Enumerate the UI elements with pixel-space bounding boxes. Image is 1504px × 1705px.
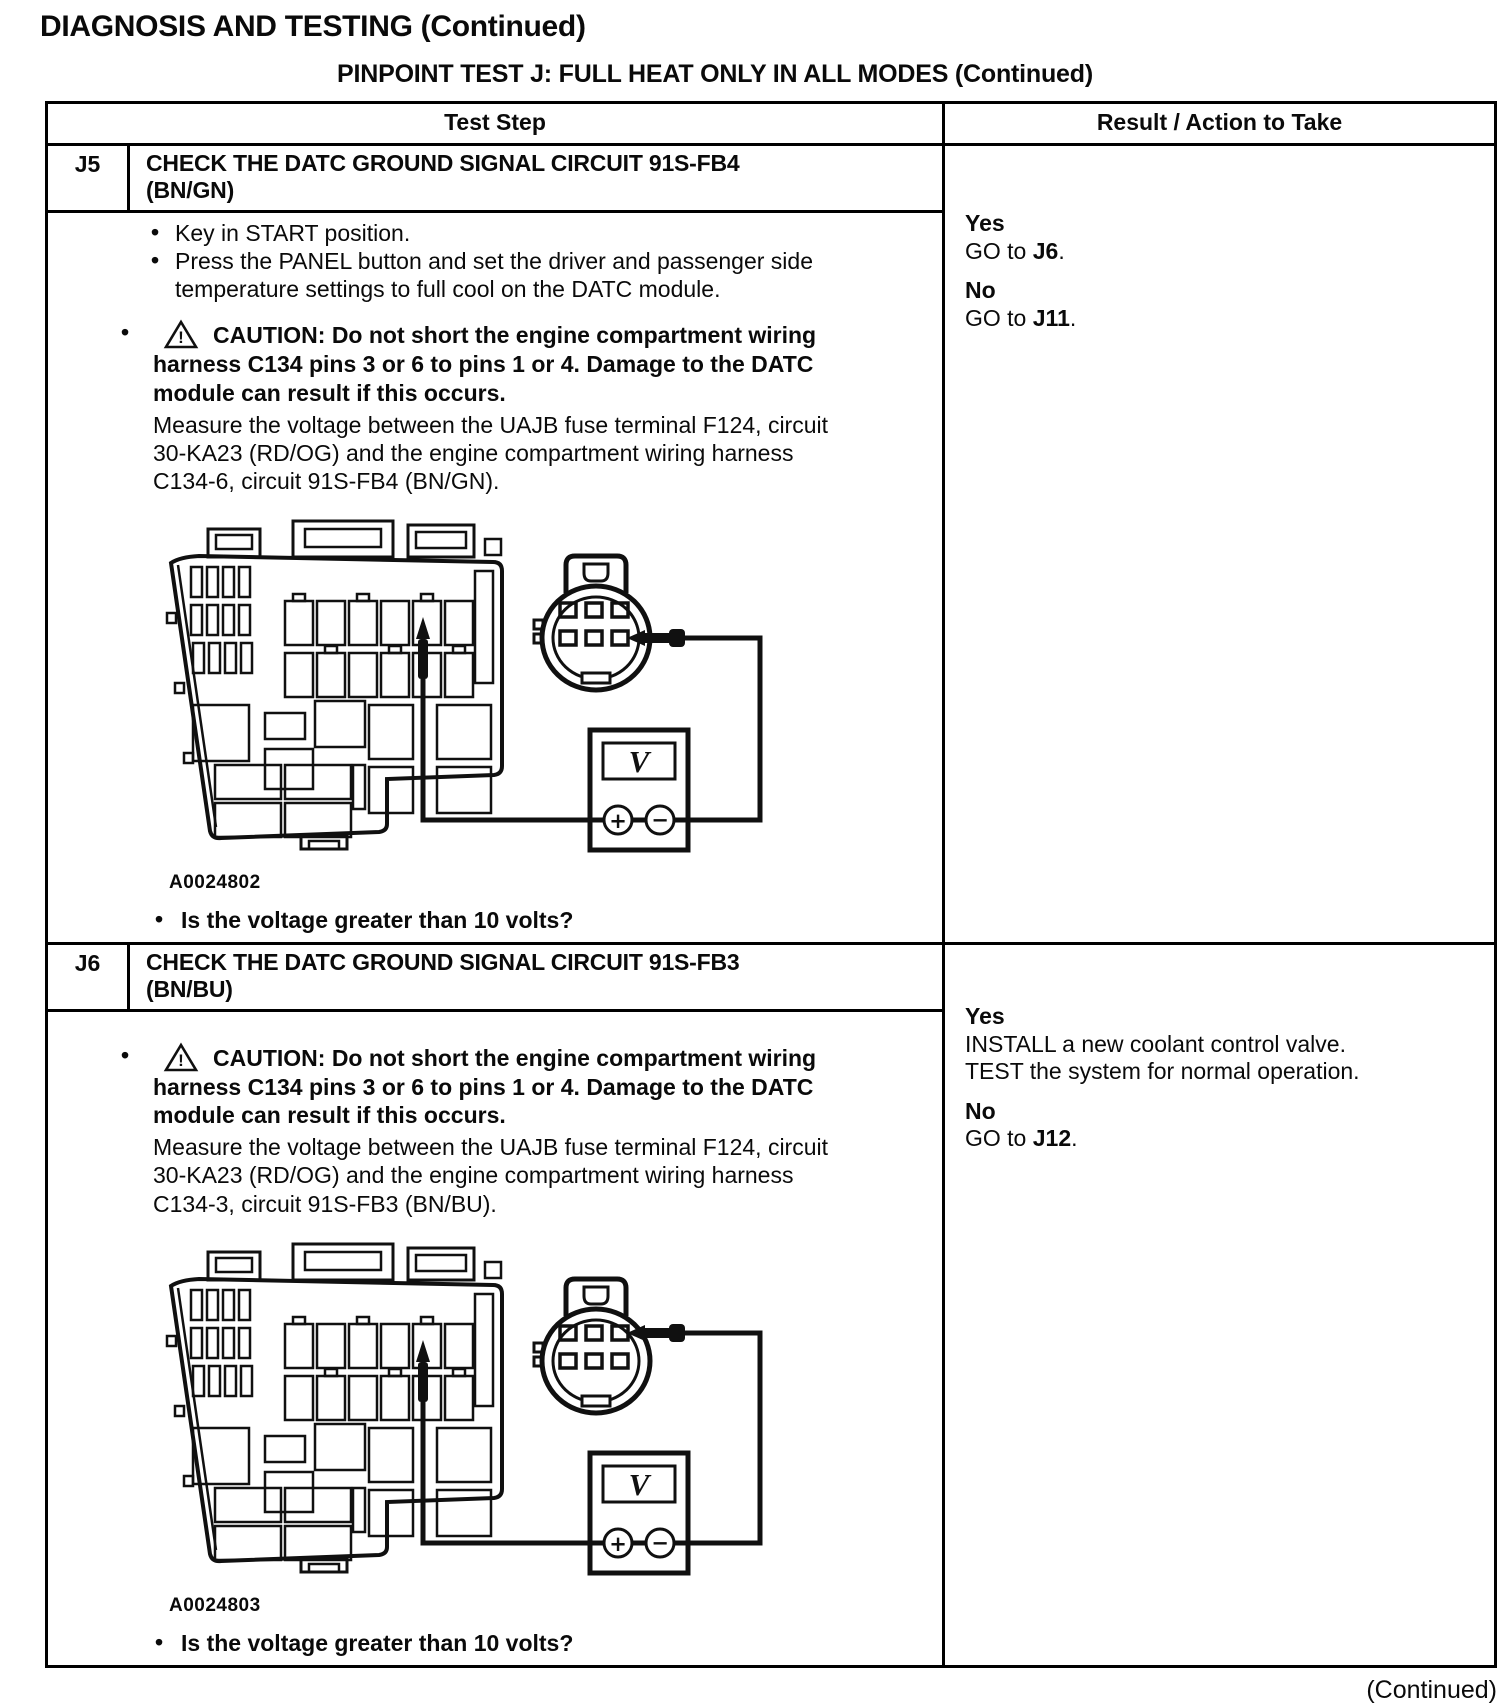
caution-text: CAUTION: Do not short the engine compartment wiring harness C134 pins 3 or 6 to pins 1 or 4. Damage to the DATC module can result if this occurs.: [153, 322, 817, 406]
connector-c134: [534, 1279, 650, 1413]
figure-id-label: A0024803: [169, 1594, 261, 1616]
footer-continued: (Continued): [1366, 1675, 1497, 1704]
voltmeter: [590, 1453, 688, 1573]
result-no-block: [965, 1098, 1476, 1153]
result-yes-line: INSTALL a new coolant control valve.: [965, 1030, 1346, 1057]
step-id-j5: J5: [48, 146, 130, 210]
test-step-cell-j6: [48, 942, 945, 1665]
step-body-j5: [48, 213, 942, 942]
measure-instruction-j6: Measure the voltage between the UAJB fuse terminal F124, circuit 30-KA23 (RD/OG) and the engine compartment wiring harness C134-3, circuit 91S-FB3 (BN/BU).: [153, 1134, 829, 1217]
result-no-line: GO to J11.: [965, 304, 1077, 331]
step-title-line1: CHECK THE DATC GROUND SIGNAL CIRCUIT 91S-FB4: [146, 150, 740, 176]
step-body-j6: [48, 1012, 942, 1665]
voltmeter: [590, 730, 688, 850]
result-yes-block: [965, 210, 1476, 265]
svg-text:!: • !: [178, 1051, 184, 1071]
step-title-line2: (BN/GN): [146, 176, 235, 203]
step-title-line2: (BN/BU): [146, 975, 233, 1002]
column-header-result: Result / Action to Take: [945, 104, 1494, 146]
caution-text: CAUTION: Do not short the engine compartment wiring harness C134 pins 3 or 6 to pins 1 or 4. Damage to the DATC module can result if this occurs.: [153, 1045, 817, 1129]
result-cell-j5: [945, 146, 1494, 942]
figure-j6: [153, 1236, 942, 1617]
step-title-j5: [130, 146, 942, 210]
step-header-j5: [48, 146, 942, 213]
probe-arrow-fusebox: [416, 617, 430, 679]
column-header-test-step: Test Step: [48, 104, 945, 146]
bullet-list-j5: [151, 219, 871, 303]
figure-j5: [153, 513, 942, 894]
question-j6: • Is the voltage greater than 10 volts?: [155, 1629, 942, 1657]
bullet-item: • Key in START position.: [151, 219, 871, 247]
result-no-line: GO to J12.: [965, 1125, 1078, 1152]
result-no-label: No: [965, 1097, 996, 1124]
fuse-box-test-diagram: [153, 1236, 913, 1586]
figure-id-label: A0024802: [169, 871, 261, 893]
pinpoint-test-table: [45, 101, 1497, 1668]
connector-c134: [534, 556, 650, 690]
voltmeter-display-label: V: [628, 1466, 650, 1502]
plus-terminal-label: +: [609, 1531, 627, 1556]
probe-arrow-fusebox: [416, 1340, 430, 1402]
caution-triangle-icon: [163, 319, 199, 350]
step-title-j6: [130, 945, 942, 1009]
result-yes-line: GO to J6.: [965, 237, 1065, 264]
caution-triangle-icon: [163, 1042, 199, 1073]
result-yes-label: Yes: [965, 210, 1005, 236]
caution-note-j6: [121, 1042, 858, 1129]
minus-terminal-label: −: [651, 807, 669, 832]
fuse-box: [167, 521, 502, 849]
measure-instruction-j5: Measure the voltage between the UAJB fuse terminal F124, circuit 30-KA23 (RD/OG) and the engine compartment wiring harness C134-6, circuit 91S-FB4 (BN/GN).: [153, 411, 829, 494]
pinpoint-test-subtitle: PINPOINT TEST J: FULL HEAT ONLY IN ALL MODES (Continued): [337, 60, 1093, 88]
result-yes-line: TEST the system for normal operation.: [965, 1058, 1360, 1085]
result-cell-j6: [945, 942, 1494, 1665]
svg-text:!: • !: [178, 328, 184, 348]
step-title-line1: CHECK THE DATC GROUND SIGNAL CIRCUIT 91S-FB3: [146, 948, 740, 975]
result-no-block: [965, 277, 1476, 332]
step-id-j6: J6: [48, 945, 130, 1009]
result-no-label: No: [965, 277, 996, 304]
question-j5: • Is the voltage greater than 10 volts?: [155, 906, 942, 934]
test-step-cell-j5: [48, 146, 945, 942]
minus-terminal-label: −: [651, 1530, 669, 1555]
fuse-box: [167, 1244, 502, 1572]
step-header-j6: [48, 945, 942, 1012]
page-title: DIAGNOSIS AND TESTING (Continued): [40, 10, 586, 43]
fuse-box-test-diagram: [153, 513, 913, 863]
bullet-item: • Press the PANEL button and set the driver and passenger side temperature settings to full cool on the DATC module.: [151, 247, 871, 303]
caution-note-j5: [121, 319, 858, 406]
result-yes-label: Yes: [965, 1002, 1005, 1029]
result-yes-block: [965, 1003, 1476, 1086]
voltmeter-display-label: V: [628, 743, 650, 779]
plus-terminal-label: +: [609, 808, 627, 833]
